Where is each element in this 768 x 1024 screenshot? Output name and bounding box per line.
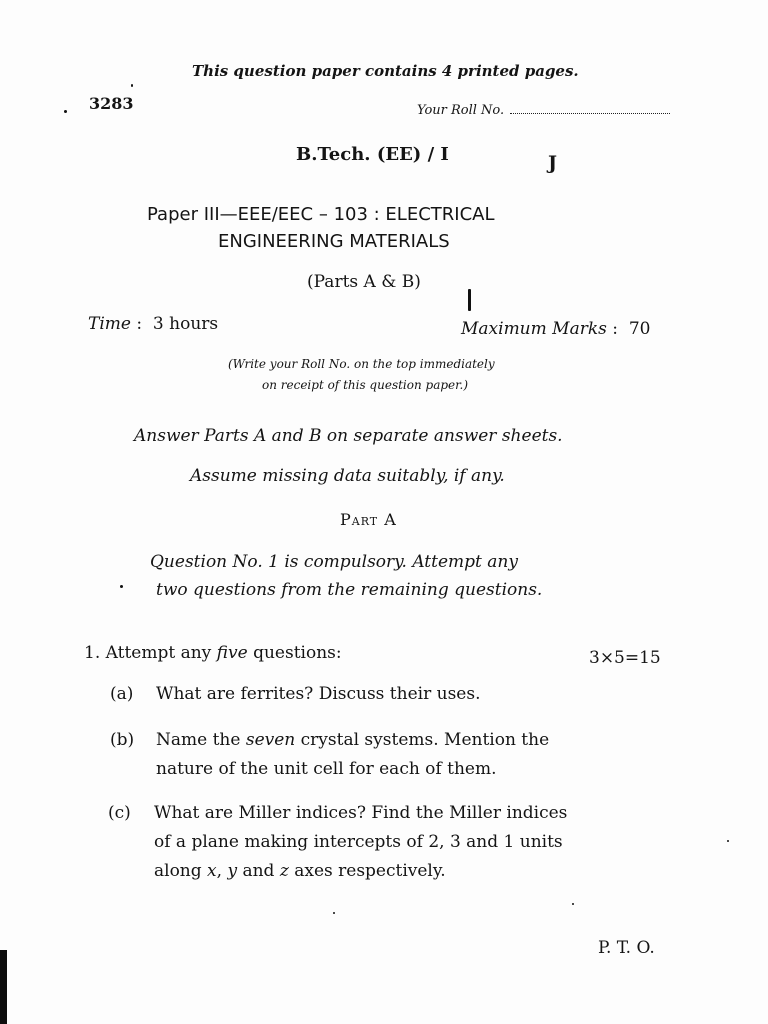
please-turn-over: P. T. O. bbox=[598, 938, 655, 958]
item-text-line-1: What are Miller indices? Find the Miller indices bbox=[154, 803, 568, 823]
item-text-pre: Name the bbox=[156, 730, 246, 750]
item-text-separator: , bbox=[216, 861, 228, 881]
scan-speck bbox=[468, 289, 471, 311]
part-a-heading: Part A bbox=[340, 510, 397, 529]
item-label: (b) bbox=[110, 730, 135, 750]
roll-number-dotted-line bbox=[510, 103, 670, 114]
scan-speck bbox=[131, 84, 133, 87]
part-a-instruction-line-2: two questions from the remaining questions. bbox=[156, 580, 543, 600]
scan-speck bbox=[120, 585, 123, 588]
time-label: Time bbox=[88, 314, 131, 334]
time-allowed: Time : 3 hours bbox=[88, 314, 219, 334]
roll-instruction-line-1: (Write your Roll No. on the top immediately bbox=[228, 357, 495, 371]
question-number: 1. bbox=[84, 643, 101, 663]
scan-speck bbox=[333, 912, 335, 914]
paper-title-line-2: ENGINEERING MATERIALS bbox=[218, 231, 450, 252]
item-text-post: crystal systems. Mention the bbox=[295, 730, 550, 750]
item-text-and: and bbox=[237, 861, 280, 881]
scan-speck bbox=[727, 840, 729, 842]
item-text-line-3 bbox=[154, 861, 446, 881]
scan-speck bbox=[64, 110, 67, 113]
maximum-marks: Maximum Marks : 70 bbox=[461, 319, 651, 339]
parts-label: (Parts A & B) bbox=[307, 272, 421, 292]
paper-title-line-1: Paper III—EEE/EEC – 103 : ELECTRICAL bbox=[147, 204, 495, 225]
roll-number-label: Your Roll No. bbox=[417, 103, 505, 118]
roll-instruction-line-2: on receipt of this question paper.) bbox=[262, 378, 469, 392]
marks-value: 70 bbox=[628, 319, 651, 339]
question-text-pre: Attempt any bbox=[105, 643, 217, 663]
axis-x: x bbox=[207, 861, 217, 881]
scan-edge-shadow bbox=[0, 950, 7, 1024]
axis-z: z bbox=[279, 861, 289, 881]
roll-number-field bbox=[417, 103, 670, 118]
paper-code: 3283 bbox=[89, 94, 134, 113]
item-label: (c) bbox=[108, 803, 131, 823]
item-text-line-1: What are ferrites? Discuss their uses. bbox=[156, 684, 481, 704]
scan-speck bbox=[572, 903, 574, 905]
degree-title: B.Tech. (EE) / I bbox=[296, 144, 449, 165]
marks-label: Maximum Marks bbox=[461, 319, 607, 339]
question-1-marks: 3×5=15 bbox=[589, 648, 661, 668]
set-mark: J bbox=[548, 152, 557, 174]
axis-y: y bbox=[227, 861, 238, 881]
missing-data-instruction: Assume missing data suitably, if any. bbox=[190, 466, 505, 486]
part-a-instruction-line-1: Question No. 1 is compulsory. Attempt any bbox=[150, 552, 518, 572]
item-label: (a) bbox=[110, 684, 134, 704]
question-text-emphasis: five bbox=[216, 643, 248, 663]
item-text-line-2: nature of the unit cell for each of them. bbox=[156, 759, 497, 779]
time-value: 3 hours bbox=[152, 314, 219, 334]
item-text-line-2: of a plane making intercepts of 2, 3 and 1 units bbox=[154, 832, 563, 852]
answer-sheets-instruction: Answer Parts A and B on separate answer sheets. bbox=[134, 426, 563, 446]
item-text-line-1 bbox=[156, 730, 549, 750]
page-count-note: This question paper contains 4 printed pages. bbox=[192, 62, 579, 80]
item-text-emphasis: seven bbox=[245, 730, 296, 750]
item-text-pre: along bbox=[154, 861, 208, 881]
question-1 bbox=[84, 643, 342, 663]
item-text-post: axes respectively. bbox=[288, 861, 446, 881]
question-text-post: questions: bbox=[247, 643, 342, 663]
